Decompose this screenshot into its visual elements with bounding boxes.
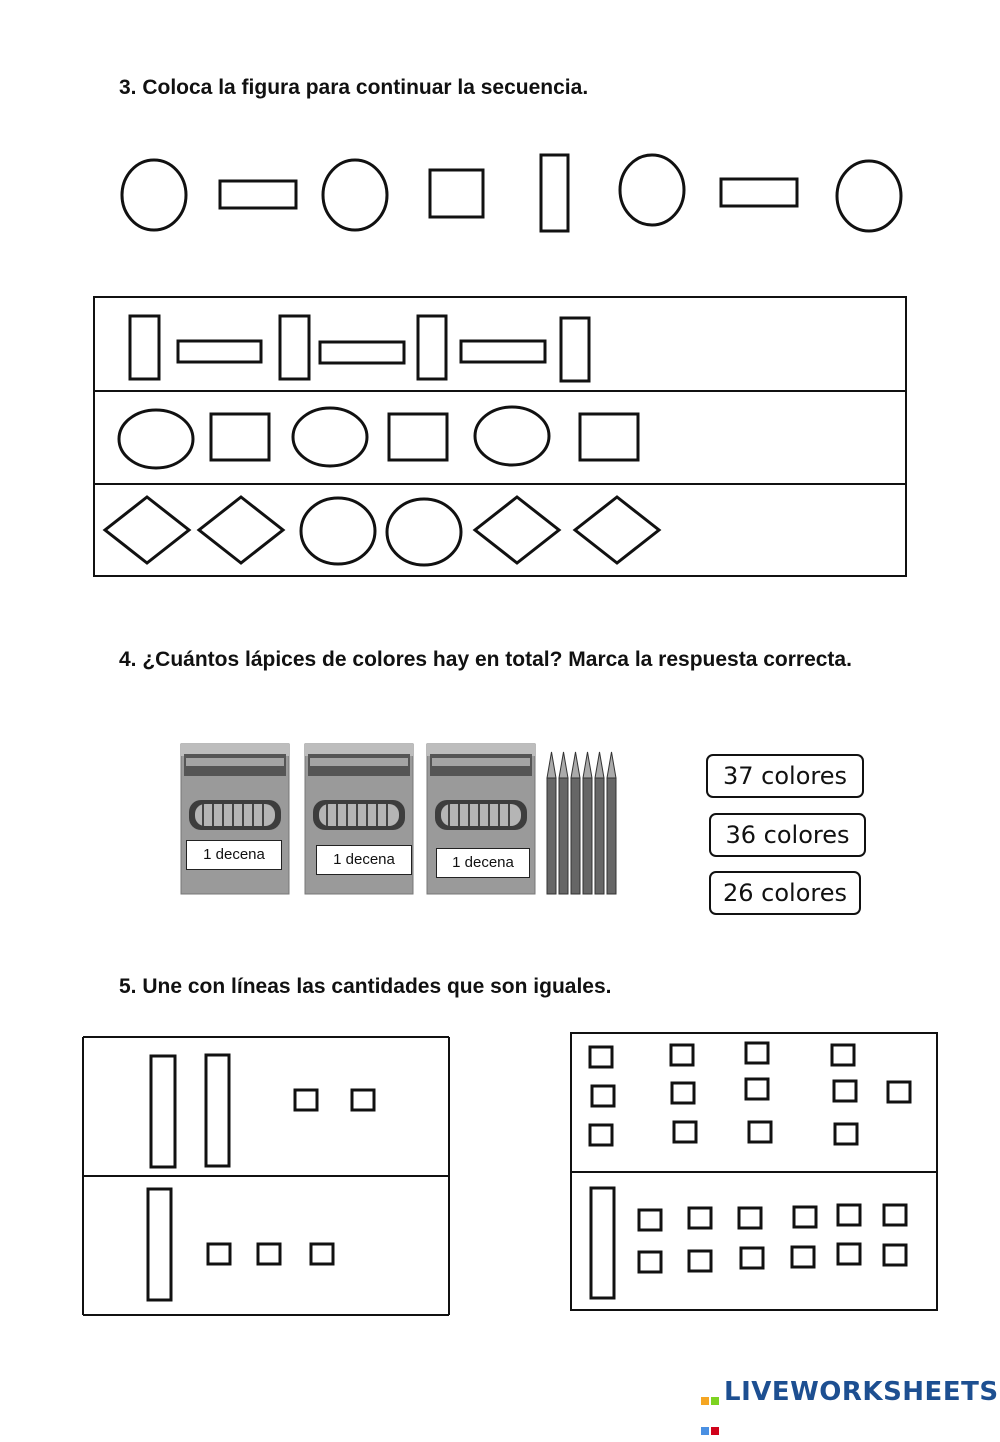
match-right-b[interactable] <box>591 1188 906 1298</box>
answer-option-37[interactable]: 37 colores <box>706 754 864 798</box>
answer-option-36[interactable]: 36 colores <box>709 813 866 857</box>
match-left-b[interactable] <box>148 1189 333 1300</box>
sequence-vertical-rect <box>541 155 568 231</box>
match-left-table <box>83 1037 449 1315</box>
sequence-horizontal-rect <box>220 181 296 208</box>
sequence-circle <box>620 155 684 225</box>
options-table <box>94 297 906 576</box>
pack-label: 1 decena <box>436 848 530 878</box>
question-3-title: 3. Coloca la figura para continuar la secuencia. <box>119 76 589 99</box>
sequence-circle <box>323 160 387 230</box>
answer-option-26[interactable]: 26 colores <box>709 871 861 915</box>
question-5-title: 5. Une con líneas las cantidades que son iguales. <box>119 975 612 998</box>
option-row-2[interactable] <box>119 407 638 468</box>
sequence-circle <box>122 160 186 230</box>
sequence-circle <box>837 161 901 231</box>
option-row-3[interactable] <box>105 497 659 565</box>
sequence-horizontal-rect <box>721 179 797 206</box>
loose-pencils <box>547 752 616 894</box>
question-4-title: 4. ¿Cuántos lápices de colores hay en total? Marca la respuesta correcta. <box>119 648 852 671</box>
option-row-1[interactable] <box>130 316 589 381</box>
sequence-row <box>122 155 901 231</box>
match-right-a[interactable] <box>590 1043 910 1145</box>
pencil-pack <box>181 744 289 894</box>
brand-text: LIVEWORKSHEETS <box>724 1377 999 1407</box>
pack-label: 1 decena <box>316 845 412 875</box>
match-left-a[interactable] <box>151 1055 374 1167</box>
brand-logo <box>700 1377 999 1407</box>
sequence-square <box>430 170 483 217</box>
pack-label: 1 decena <box>186 840 282 870</box>
brand-mark-icon <box>700 1382 722 1404</box>
